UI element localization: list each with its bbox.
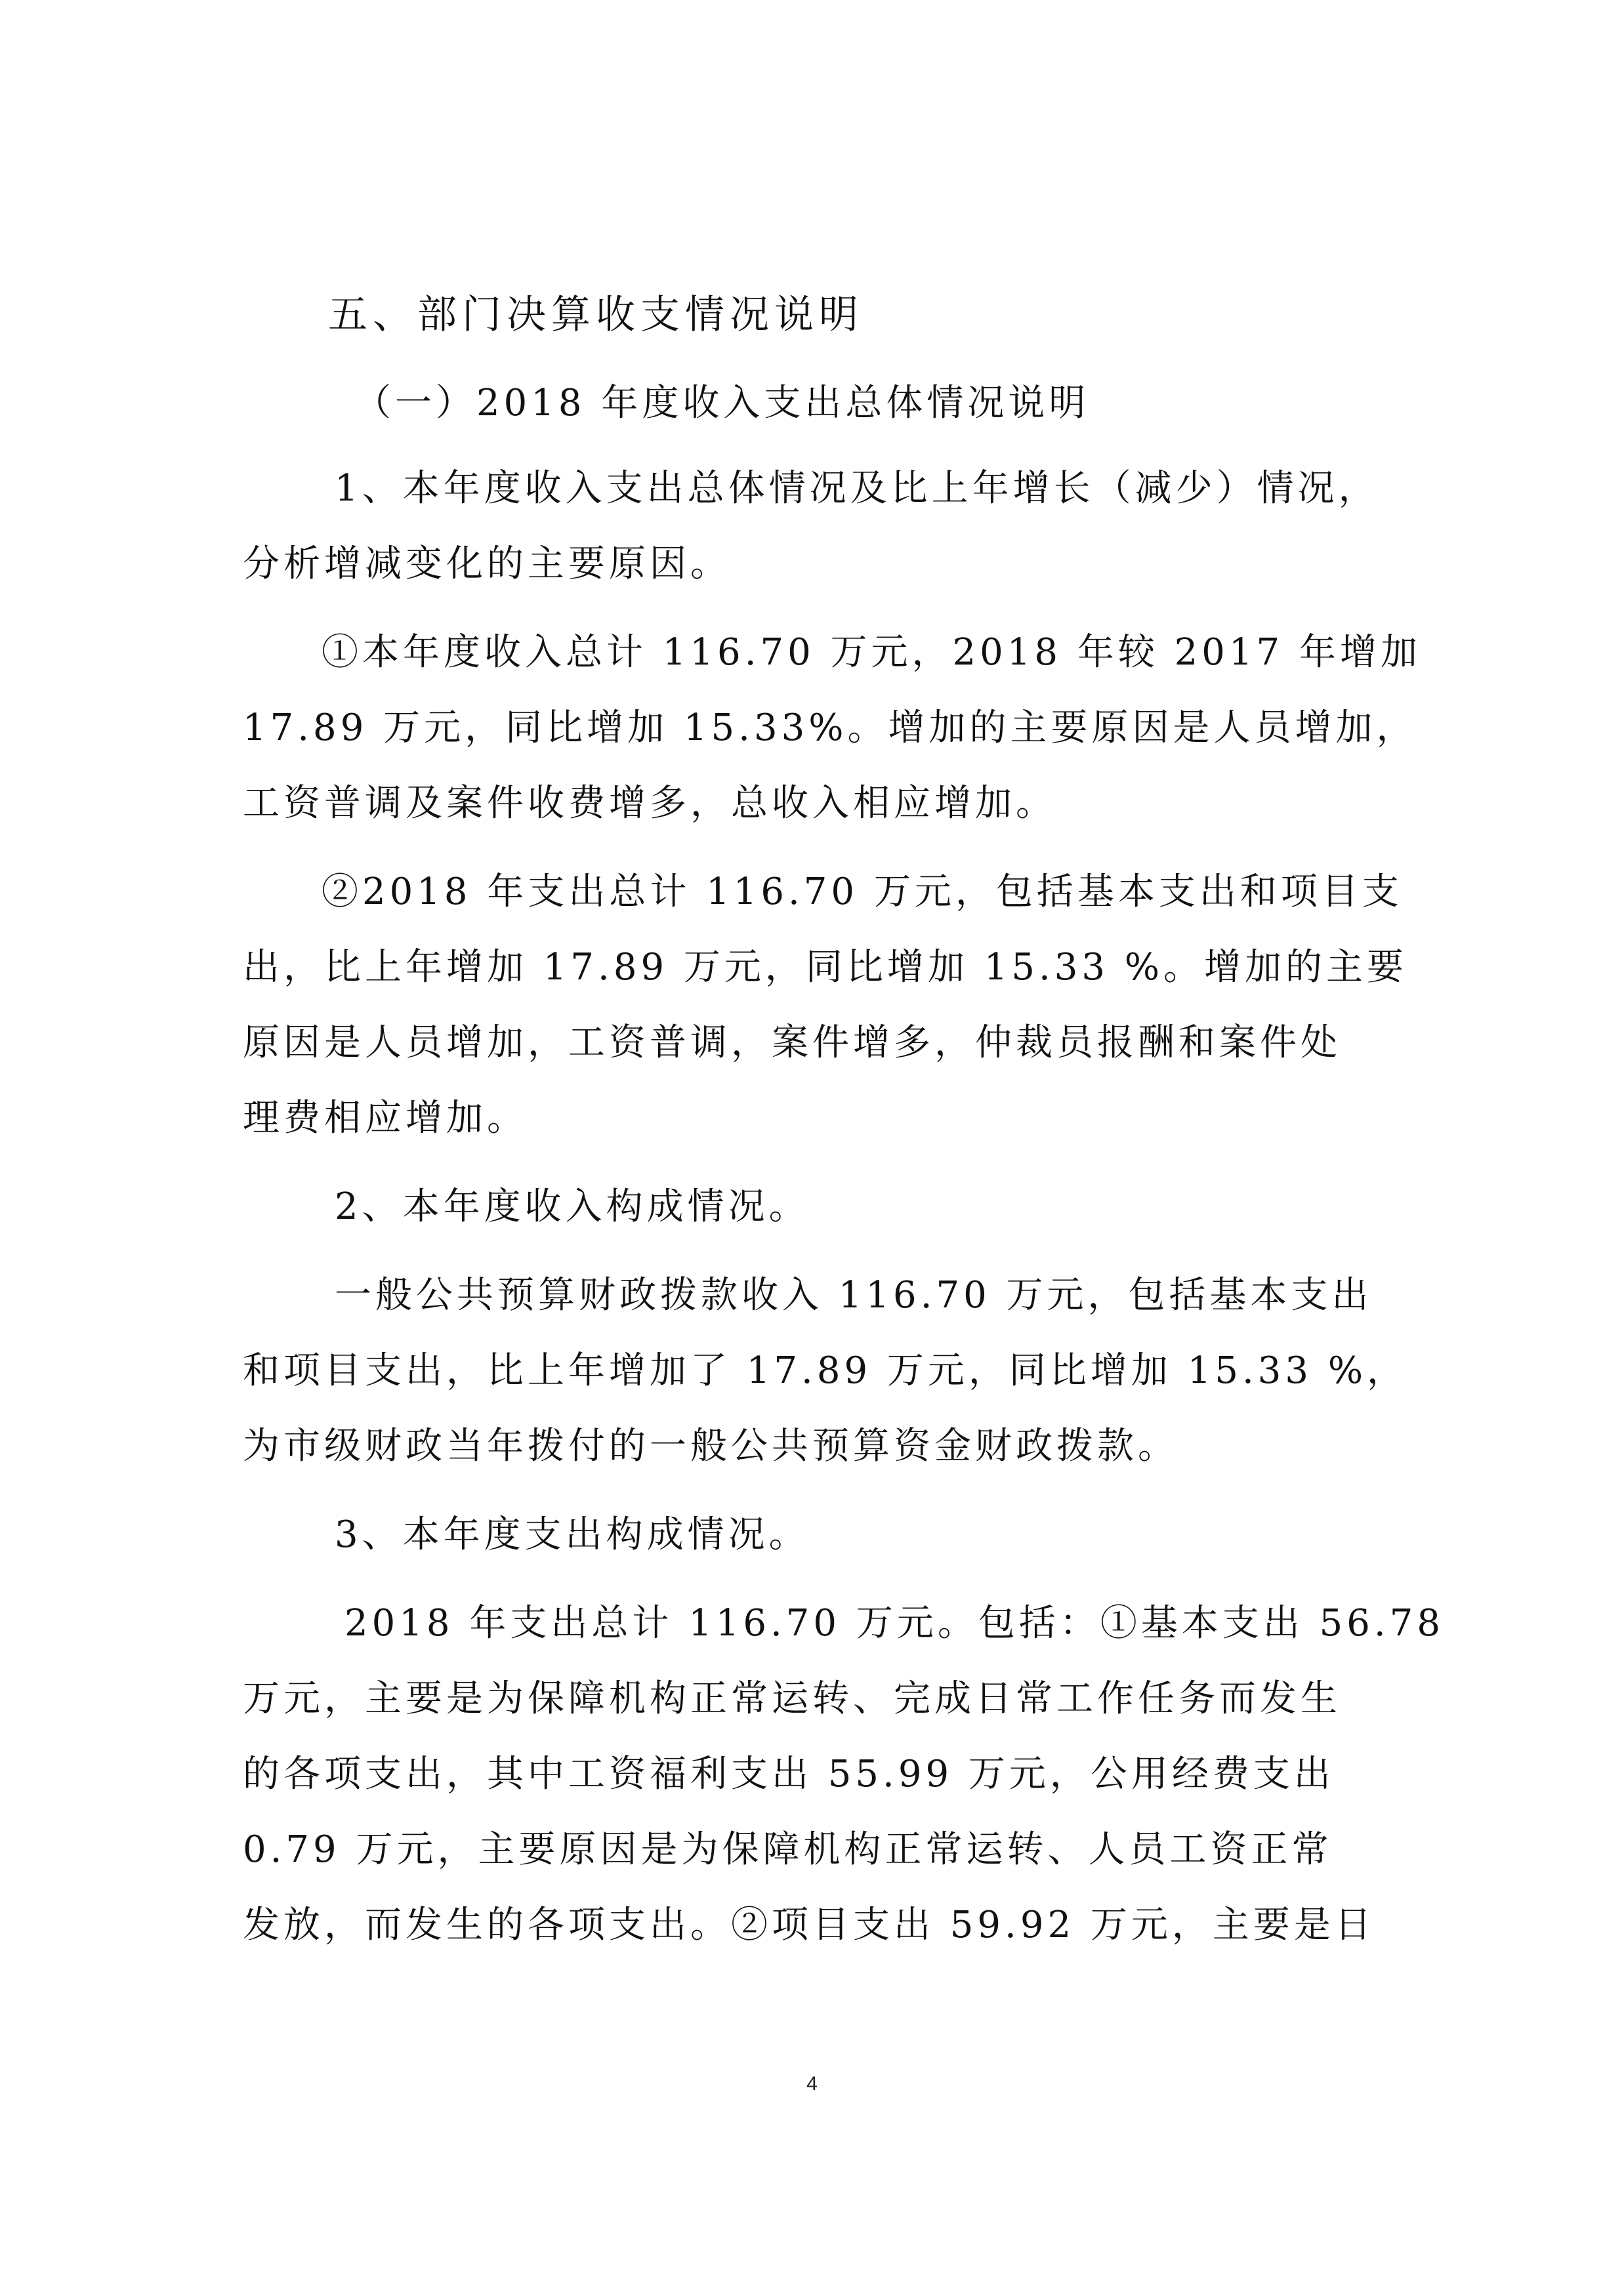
subsection-heading: （一）2018 年度收入支出总体情况说明 xyxy=(354,382,1090,424)
item1-para1-line-1: ①本年度收入总计 116.70 万元，2018 年较 2017 年增加 xyxy=(322,631,1421,674)
item3-line-2: 万元，主要是为保障机构正常运转、完成日常工作任务而发生 xyxy=(243,1677,1341,1720)
item3-line-1: 2018 年支出总计 116.70 万元。包括：①基本支出 56.78 xyxy=(344,1602,1444,1645)
item1-para1-line-3: 工资普调及案件收费增多，总收入相应增加。 xyxy=(243,782,1056,825)
item3-line-3: 的各项支出，其中工资福利支出 55.99 万元，公用经费支出 xyxy=(243,1753,1335,1795)
section-heading: 五、部门决算收支情况说明 xyxy=(328,292,864,338)
item3-line-4: 0.79 万元，主要原因是为保障机构正常运转、人员工资正常 xyxy=(243,1828,1333,1871)
item1-line-2: 分析增减变化的主要原因。 xyxy=(243,543,731,585)
item1-para2-line-3: 原因是人员增加，工资普调，案件增多，仲裁员报酬和案件处 xyxy=(243,1021,1341,1064)
item2-line-3: 为市级财政当年拨付的一般公共预算资金财政拨款。 xyxy=(243,1425,1178,1467)
page-number: 4 xyxy=(806,2073,818,2095)
item2-line-2: 和项目支出，比上年增加了 17.89 万元，同比增加 15.33 %， xyxy=(243,1349,1408,1392)
item2-title: 2、本年度收入构成情况。 xyxy=(335,1185,810,1228)
item2-line-1: 一般公共预算财政拨款收入 116.70 万元，包括基本支出 xyxy=(335,1274,1373,1317)
item1-line-1: 1、本年度收入支出总体情况及比上年增长（减少）情况， xyxy=(335,467,1379,510)
item1-para2-line-2: 出，比上年增加 17.89 万元，同比增加 15.33 %。增加的主要 xyxy=(243,946,1408,989)
item1-para1-line-2: 17.89 万元，同比增加 15.33%。增加的主要原因是人员增加， xyxy=(243,707,1417,749)
item3-line-5: 发放，而发生的各项支出。②项目支出 59.92 万元，主要是日 xyxy=(243,1904,1375,1946)
item1-para2-line-4: 理费相应增加。 xyxy=(243,1097,528,1139)
item1-para2-line-1: ②2018 年支出总计 116.70 万元，包括基本支出和项目支 xyxy=(322,871,1403,913)
item3-title: 3、本年度支出构成情况。 xyxy=(335,1513,810,1556)
